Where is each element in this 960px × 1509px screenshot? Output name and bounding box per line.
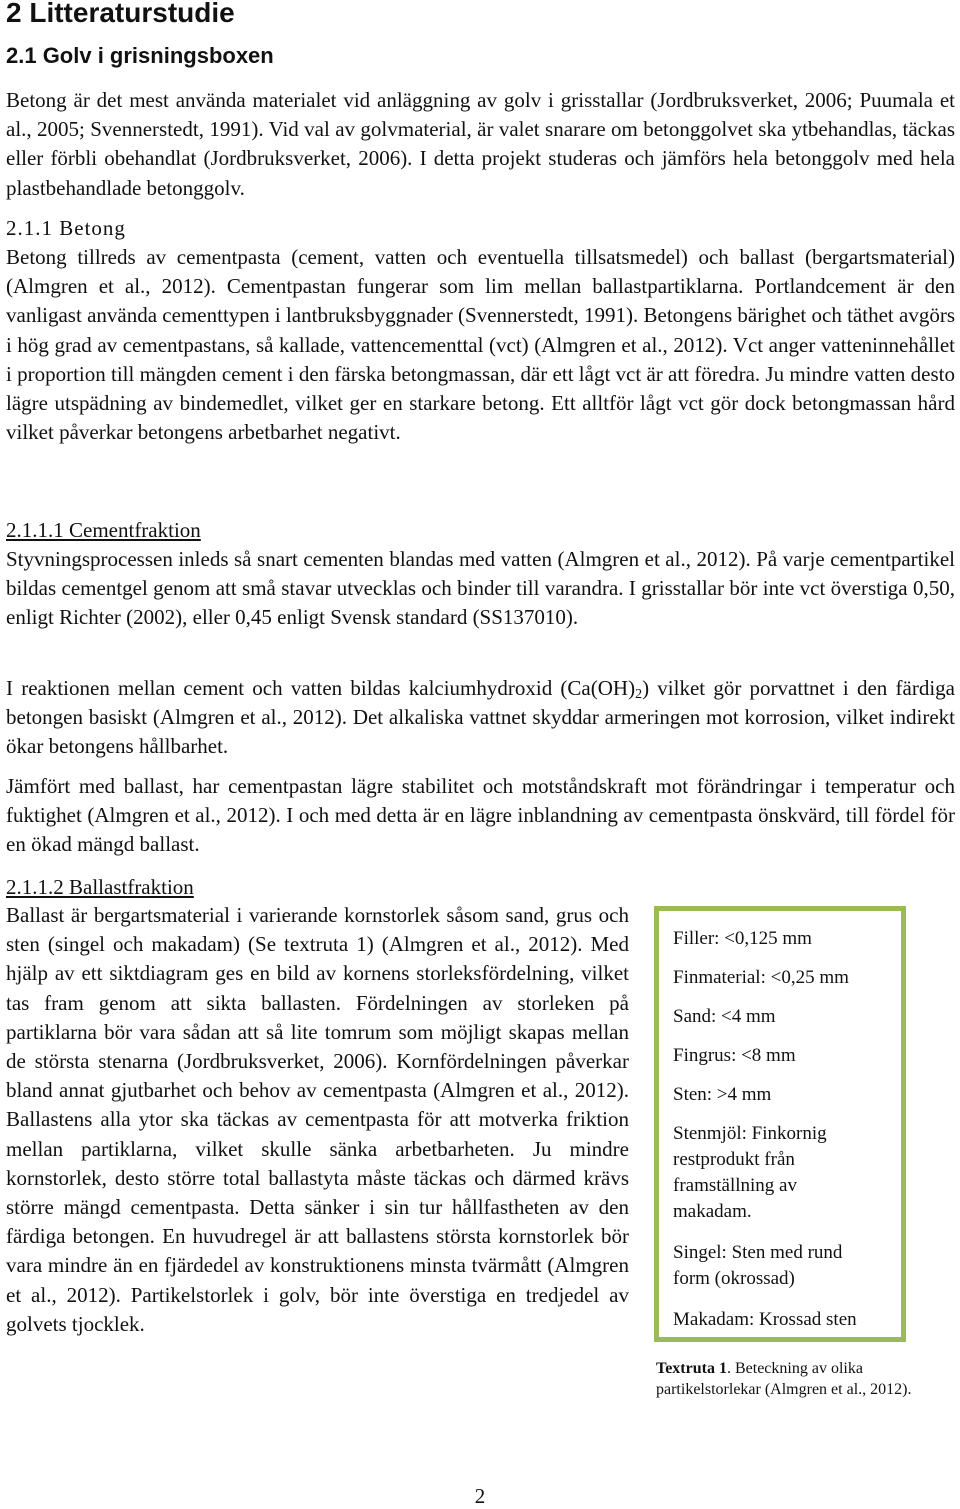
textbox-item-makadam: Makadam: Krossad sten: [673, 1309, 857, 1330]
textbox-item-sten: Sten: >4 mm: [673, 1084, 772, 1105]
textbox-particle-sizes: [654, 906, 906, 1342]
caption-text: . Beteckning av olika partikelstorlekar (Almgren et al., 2012).: [656, 1360, 912, 1398]
cement-paragraph-2: [6, 674, 955, 762]
textbox-item-finmaterial: Finmaterial: <0,25 mm: [673, 967, 849, 988]
cement-paragraph-1: Styvningsprocessen inleds så snart cementen blandas med vatten (Almgren et al., 2012). På varje cementpartikel bildas cementgel genom att små stavar utvecklas och binder till varandra. I grisstallar bör inte vct överstiga 0,50, enligt Richter (2002), eller 0,45 enligt Svensk standard (SS137010).: [6, 547, 955, 630]
textbox-item-sand: Sand: <4 mm: [673, 1006, 776, 1027]
caption-label: Textruta 1: [656, 1360, 727, 1377]
subscript: 2: [635, 687, 643, 702]
subsection-heading: 2.1.1 Betong: [6, 216, 126, 240]
cement-paragraph-2-end: ) vilket gör porvattnet i den färdiga betongen basiskt (Almgren et al., 2012). Det alkaliska vattnet skyddar armeringen mot korrosion, vilket indirekt ökar betongens hållbarhet.: [6, 676, 955, 759]
section-paragraph: Betong är det mest använda materialet vid anläggning av golv i grisstallar (Jordbruksverket, 2006; Puumala et al., 2005; Svennerstedt, 1991). Vid val av golvmaterial, är valet snarare om betonggolvet ska ytbehandlas, täckas eller förbli obehandlat (Jordbruksverket, 2006). I detta projekt studeras och jämförs hela betonggolv med hela plastbehandlade betonggolv.: [6, 88, 955, 200]
cement-paragraph-2-start: I reaktionen mellan cement och vatten bildas kalciumhydroxid (Ca(OH): [6, 676, 636, 700]
cement-heading: 2.1.1.1 Cementfraktion: [6, 518, 201, 542]
subsection-paragraph: Betong tillreds av cementpasta (cement, vatten och eventuella tillsatsmedel) och ballast (bergartsmaterial) (Almgren et al., 2012). Cementpastan fungerar som lim mellan ballastpartiklarna. Portlandcement är den vanligast använda cementtypen i lantbruksbyggnader (Svennerstedt, 1991). Betongens bärighet och täthet avgörs i hög grad av cementpastans, så kallade, vattencementtal (vct) (Almgren et al., 2012). Vct anger vatteninnehållet i proportion till mängden cement i den färska betongmassan, där ett lågt vct är att föredra. Ju mindre vatten desto lägre utspädning av bindemedlet, vilket ger en starkare betong. Ett alltför lågt vct gör dock betongmassan hård vilket påverkar betongens arbetbarhet negativt.: [6, 245, 955, 445]
textbox-item-fingrus: Fingrus: <8 mm: [673, 1045, 796, 1066]
ballast-heading: 2.1.1.2 Ballastfraktion: [6, 875, 194, 899]
textbox-item-filler: Filler: <0,125 mm: [673, 928, 812, 949]
textbox-item-singel: Singel: Sten med rund form (okrossad): [673, 1242, 843, 1289]
chapter-heading: 2 Litteraturstudie: [6, 0, 235, 28]
page-number: 2: [474, 1484, 486, 1508]
ballast-paragraph: Ballast är bergartsmaterial i varierande kornstorlek såsom sand, grus och sten (singel och makadam) (Se textruta 1) (Almgren et al., 2012). Med hjälp av ett siktdiagram ges en bild av kornens storleksfördelning, vilket tas fram genom att sikta ballasten. Fördelningen av storleken på partiklarna bör vara sådan att så lite tomrum som möjligt skapas mellan de största stenarna (Jordbruksverket, 2006). Kornfördelningen påverkar bland annat gjutbarhet och behov av cementpasta (Almgren et al., 2012). Ballastens alla ytor ska täckas av cementpasta för att motverka friktion mellan partiklarna, vilket skulle sänka arbetbarheten. Ju mindre kornstorlek, desto större total ballastyta måste täckas och därmed krävs större mängd cementpasta. Detta sänker i sin tur hållfastheten av den färdiga betongen. En huvudregel är att ballastens största kornstorlek bör vara mindre än en fjärdedel av konstruktionens minsta tvärmått (Almgren et al., 2012). Partikelstorlek i golv, bör inte överstiga en tredjedel av golvets tjocklek.: [6, 903, 629, 1336]
textbox-caption: [656, 1358, 916, 1400]
textbox-item-stenmjol: Stenmjöl: Finkornig restprodukt från framställning av makadam.: [673, 1123, 827, 1222]
cement-paragraph-3: Jämfört med ballast, har cementpastan lägre stabilitet och motståndskraft mot förändringar i temperatur och fuktighet (Almgren et al., 2012). I och med detta är en lägre inblandning av cementpasta önskvärd, till fördel för en ökad mängd ballast.: [6, 774, 955, 857]
section-heading: 2.1 Golv i grisningsboxen: [6, 43, 274, 68]
